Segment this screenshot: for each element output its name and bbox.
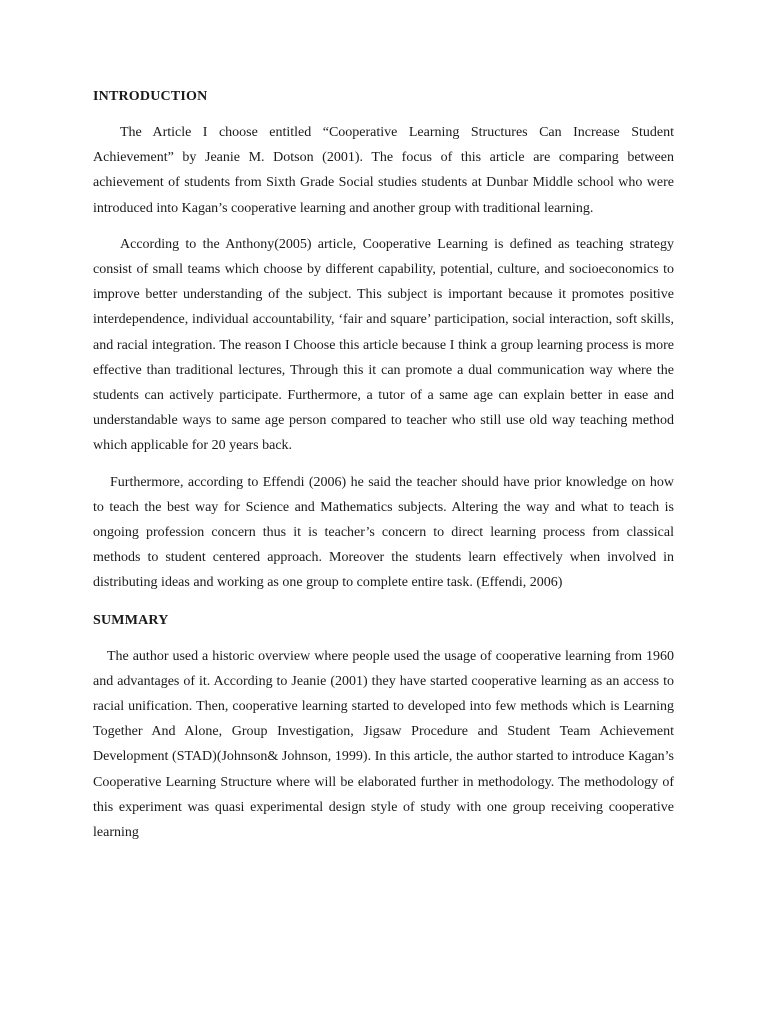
introduction-paragraph-2: According to the Anthony(2005) article, Cooperative Learning is defined as teaching strategy consist of small teams which choose by different capability, potential, culture, and socioeconomics to improve better understanding of the subject. This subject is important because it promotes positive interdependence, individual accountability, ‘fair and square’ participation, social interaction, soft skills, and racial integration. The reason I Choose this article because I think a group learning process is more effective than traditional lectures, Through this it can promote a dual communication way where the students can actively participate. Furthermore, a tutor of a same age can explain better in ease and understandable ways to same age person compared to teacher who still use old way teaching method which applicable for 20 years back.	[93, 236, 674, 454]
introduction-paragraph-1: The Article I choose entitled “Cooperative Learning Structures Can Increase Student Achievement” by Jeanie M. Dotson (2001). The focus of this article are comparing between achievement of students from Sixth Grade Social studies students at Dunbar Middle school who were introduced into Kagan’s cooperative learning and another group with traditional learning.	[93, 125, 674, 216]
section-heading-summary: SUMMARY	[93, 612, 169, 628]
summary-paragraph-1: The author used a historic overview where people used the usage of cooperative learning from 1960 and advantages of it. According to Jeanie (2001) they have started cooperative learning as an access to racial unification. Then, cooperative learning started to developed into few methods which is Learning Together And Alone, Group Investigation, Jigsaw Procedure and Student Team Achievement Development (STAD)(Johnson& Johnson, 1999). In this article, the author started to introduce Kagan’s Cooperative Learning Structure where will be elaborated further in methodology. The methodology of this experiment was quasi experimental design style of study with one group receiving cooperative learning	[93, 648, 674, 841]
section-heading-introduction: INTRODUCTION	[93, 89, 208, 104]
document-page	[93, 84, 674, 856]
introduction-paragraph-3: Furthermore, according to Effendi (2006) he said the teacher should have prior knowledge on how to teach the best way for Science and Mathematics subjects. Altering the way and what to teach is ongoing profession concern thus it is teacher’s concern to direct learning process from classical methods to student centered approach. Moreover the students learn effectively when involved in distributing ideas and working as one group to complete entire task. (Effendi, 2006)	[93, 474, 674, 591]
